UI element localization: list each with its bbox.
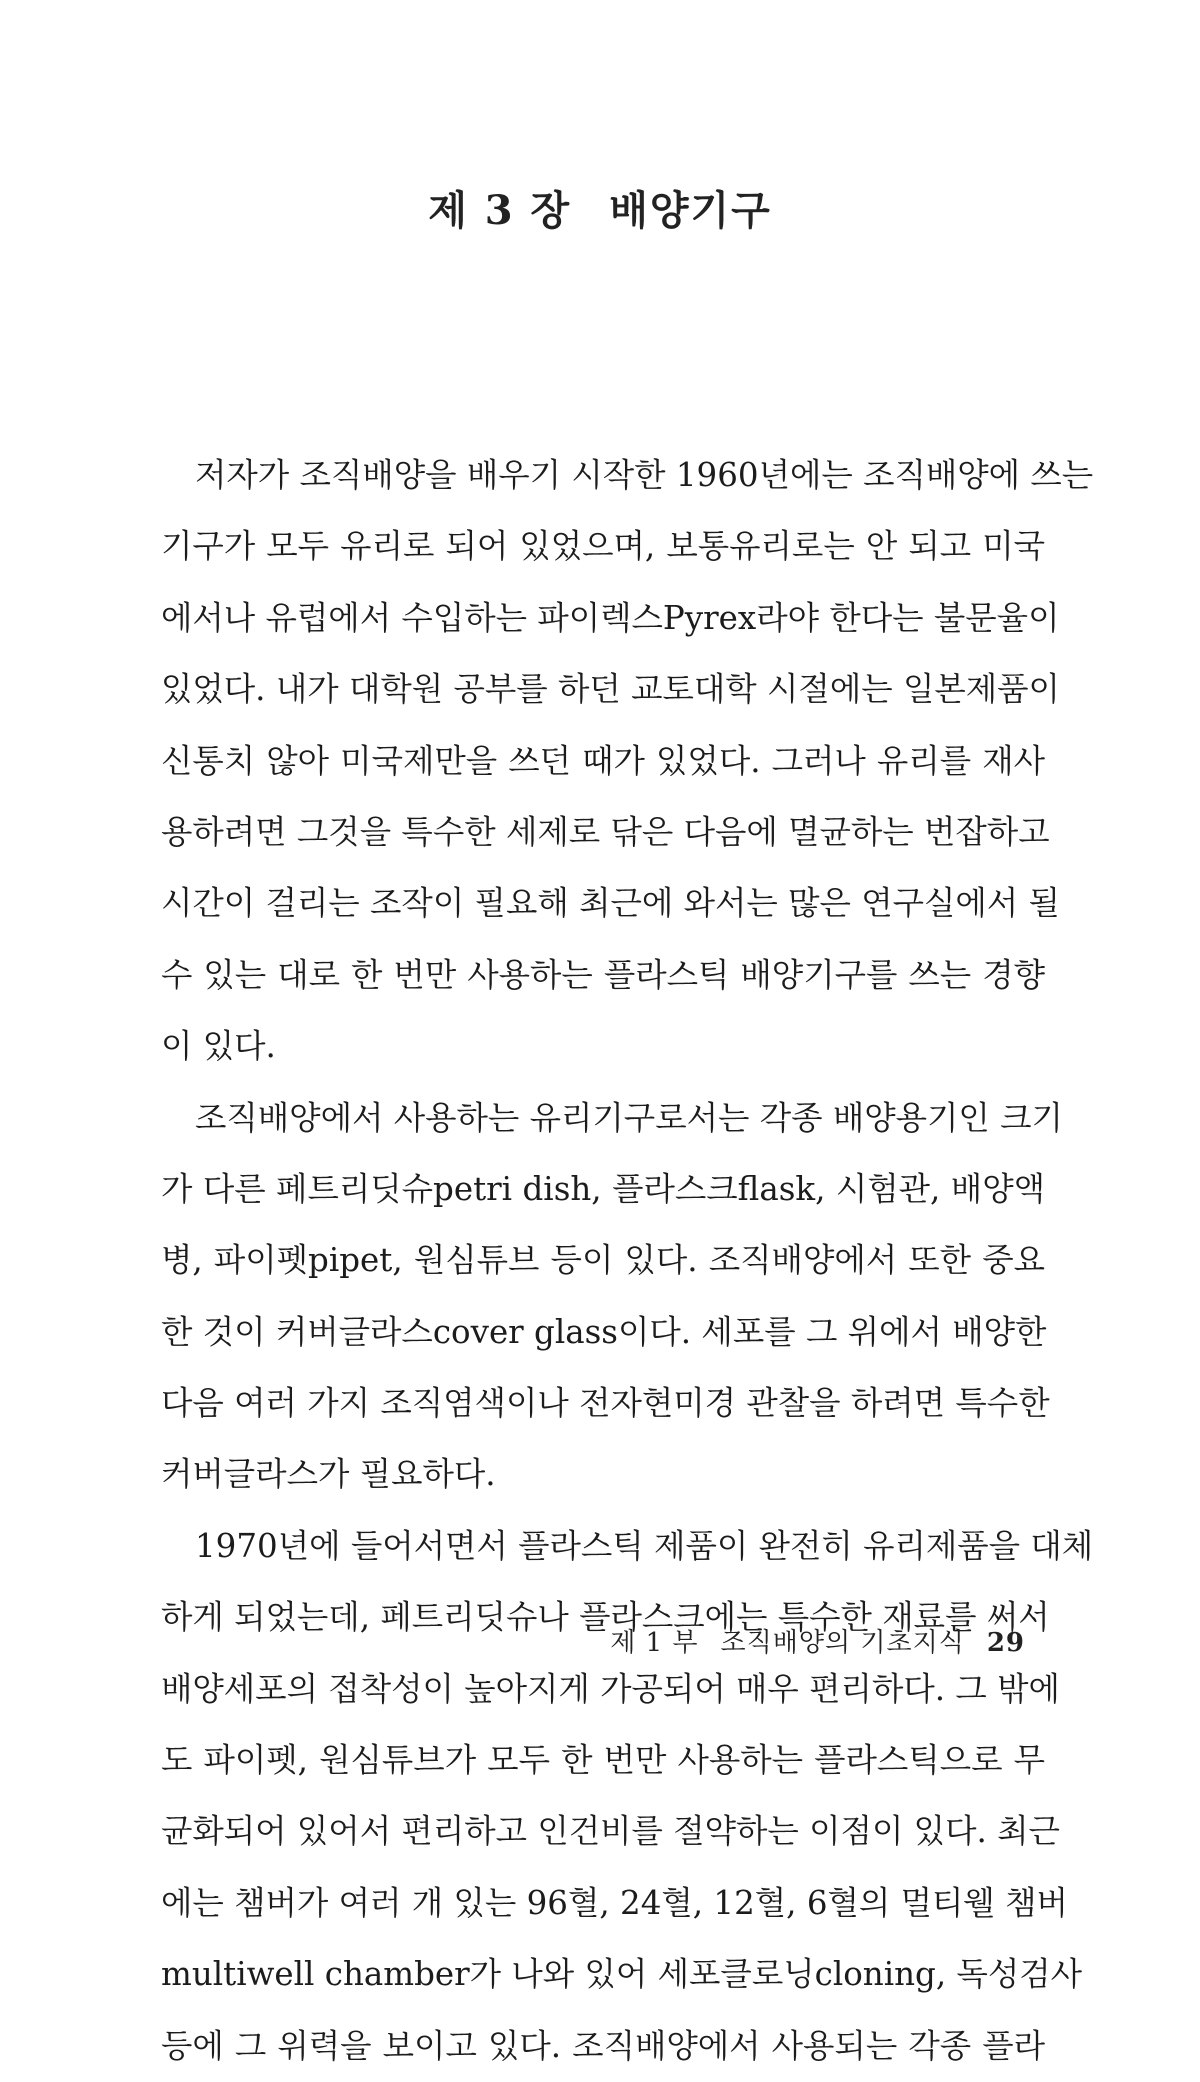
paragraph-1-line: 용하려면 그것을 특수한 세제로 닦은 다음에 멸균하는 번잡하고 <box>161 812 1050 851</box>
paragraph-2-line: 커버글라스가 필요하다. <box>161 1455 496 1494</box>
paragraph-3-line: 1970년에 들어서면서 플라스틱 제품이 완전히 유리제품을 대체 <box>195 1526 1094 1565</box>
paragraph-1-line: 시간이 걸리는 조작이 필요해 최근에 와서는 많은 연구실에서 될 <box>161 884 1060 923</box>
paragraph-1-line: 수 있는 대로 한 번만 사용하는 플라스틱 배양기구를 쓰는 경향 <box>161 955 1045 994</box>
running-footer <box>610 1622 1025 1659</box>
paragraph-2-line: 한 것이 커버글라스cover glass이다. 세포를 그 위에서 배양한 <box>161 1312 1047 1351</box>
footer-section-title: 조직배양의 기초지식 <box>720 1628 965 1658</box>
paragraph-3-line: multiwell chamber가 나와 있어 세포클로닝cloning, 독성검사 <box>161 1955 1083 1994</box>
paragraph-3-line: 균화되어 있어서 편리하고 인건비를 절약하는 이점이 있다. 최근 <box>161 1812 1060 1851</box>
paragraph-3-line: 도 파이펫, 원심튜브가 모두 한 번만 사용하는 플라스틱으로 무 <box>161 1741 1045 1780</box>
chapter-title: 배양기구 <box>609 186 772 234</box>
page-number: 29 <box>986 1628 1025 1658</box>
paragraph-2-line: 조직배양에서 사용하는 유리기구로서는 각종 배양용기인 크기 <box>195 1098 1063 1137</box>
paragraph-2-line: 다음 여러 가지 조직염색이나 전자현미경 관찰을 하려면 특수한 <box>161 1384 1050 1423</box>
paragraph-1-line: 저자가 조직배양을 배우기 시작한 1960년에는 조직배양에 쓰는 <box>195 456 1094 494</box>
paragraph-1-line: 신통치 않아 미국제만을 쓰던 때가 있었다. 그러나 유리를 재사 <box>161 741 1045 780</box>
paragraph-2-line: 병, 파이펫pipet, 원심튜브 등이 있다. 조직배양에서 또한 중요 <box>161 1241 1045 1280</box>
paragraph-1-line: 에서나 유럽에서 수입하는 파이렉스Pyrex라야 한다는 불문율이 <box>161 598 1060 637</box>
paragraph-3-line: 에는 챔버가 여러 개 있는 96혈, 24혈, 12혈, 6혈의 멀티웰 챔버 <box>161 1883 1068 1922</box>
paragraph-1-line: 있었다. 내가 대학원 공부를 하던 교토대학 시절에는 일본제품이 <box>161 670 1060 709</box>
body-text <box>161 440 1094 2082</box>
footer-part: 제 1 부 <box>610 1628 699 1658</box>
paragraph-2-line: 가 다른 페트리딧슈petri dish, 플라스크flask, 시험관, 배양액 <box>161 1169 1045 1208</box>
paragraph-3-line: 배양세포의 접착성이 높아지게 가공되어 매우 편리하다. 그 밖에 <box>161 1669 1060 1708</box>
paragraph-1-line: 기구가 모두 유리로 되어 있었으며, 보통유리로는 안 되고 미국 <box>161 527 1045 566</box>
chapter-number: 제 3 장 <box>428 186 572 234</box>
paragraph-3-line: 하게 되었는데, 페트리딧슈나 플라스크에는 특수한 재료를 써서 <box>161 1598 1050 1637</box>
paragraph-3-line: 등에 그 위력을 보이고 있다. 조직배양에서 사용되는 각종 플라 <box>161 2026 1045 2065</box>
paragraph-1-line: 이 있다. <box>161 1027 276 1066</box>
chapter-heading <box>0 179 1200 236</box>
